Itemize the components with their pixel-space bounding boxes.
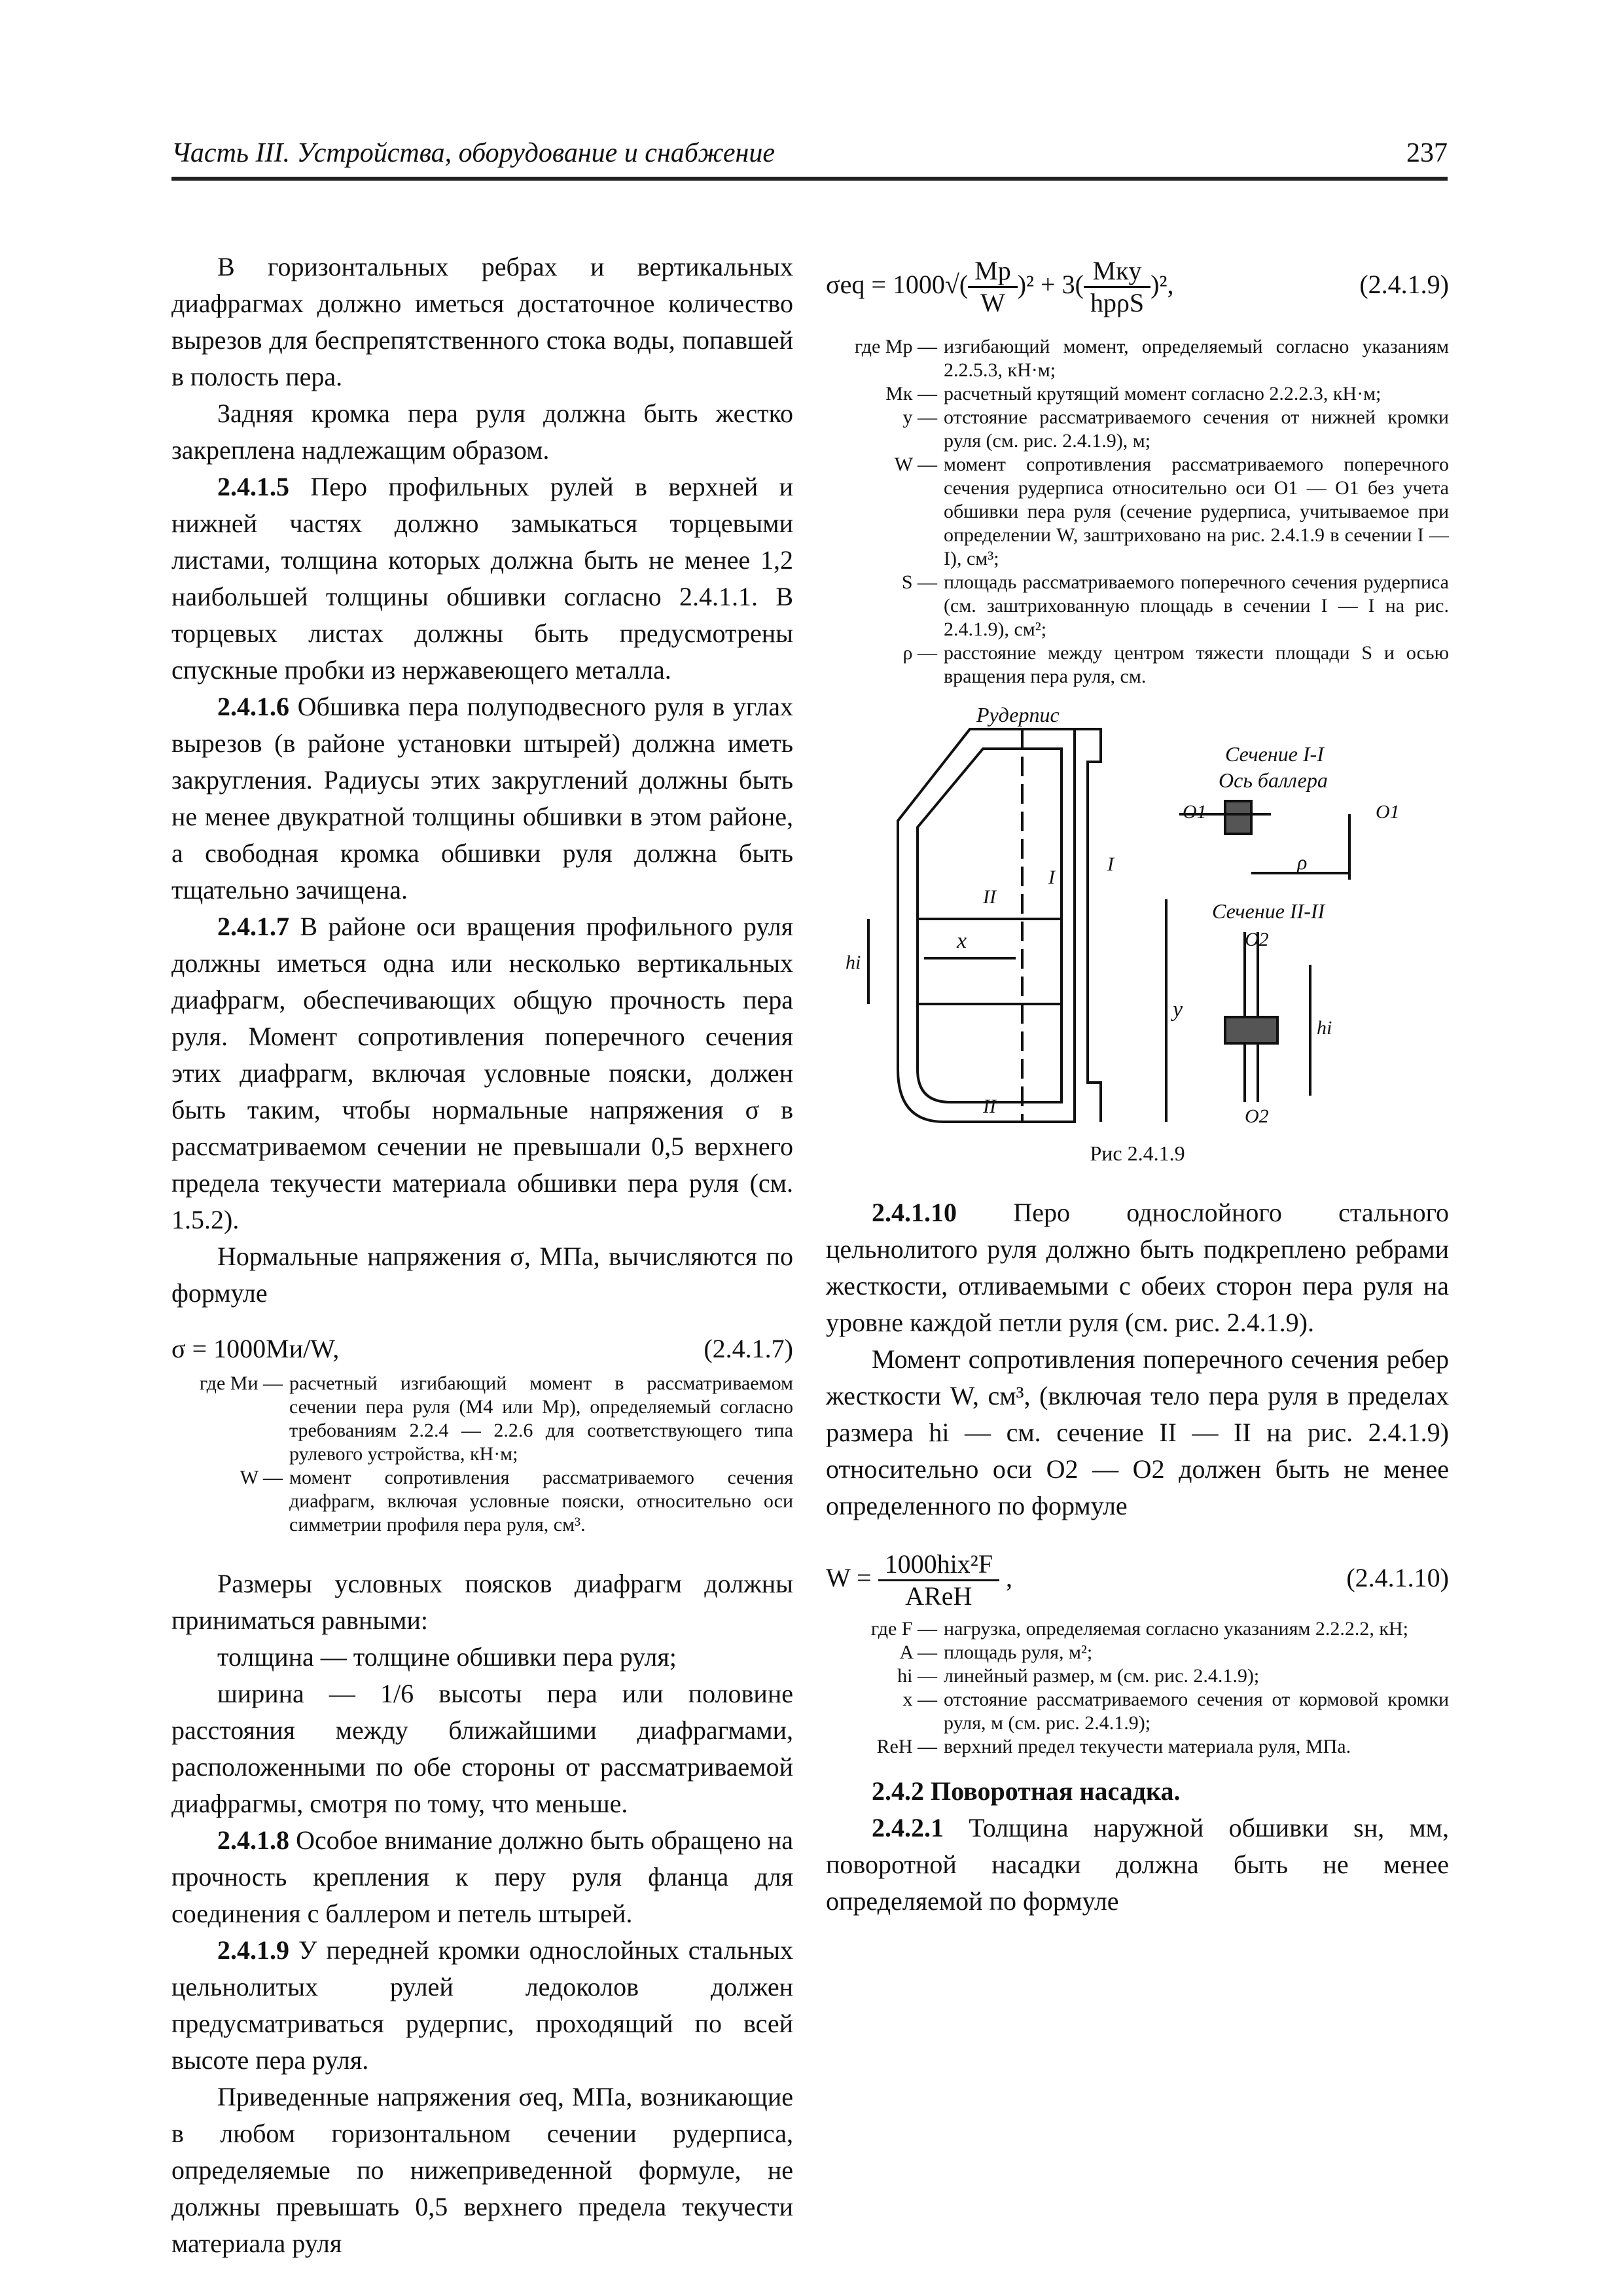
formula-2-4-1-9: σeq = 1000√( $\frac{Mр}{W}$ )² + 3( $\frac{\text{Mкy}}{\text{hрρS}}$ )², (2.4.1.9) [826, 249, 1449, 321]
where-item [826, 406, 1449, 453]
fig-label-section-1: Сечение I-I [1225, 742, 1324, 766]
where-text: момент сопротивления рассматриваемого сечения диафрагм, включая условные пояски, относительно оси симметрии профиля пера руля, см³. [289, 1467, 793, 1535]
paragraph: Нормальные напряжения σ, МПа, вычисляются по формуле [171, 1242, 793, 1308]
paragraph: В горизонтальных ребрах и вертикальных диафрагмах должно иметься достаточное количество вырезов для беспрепятственного стока воды, попавшей в полость пера. [171, 252, 793, 391]
where-text: нагрузка, определяемая согласно указаниям 2.2.2.2, кН; [944, 1618, 1408, 1640]
formula-2-4-1-7: σ = 1000Mи/W, (2.4.1.7) [171, 1326, 793, 1372]
where-symbol: S — [901, 571, 937, 593]
where-symbol: x — [902, 1689, 937, 1710]
where-symbol: где Mр — [854, 336, 937, 357]
fig-label-roman: I [1048, 867, 1055, 888]
fig-label-roman: II [983, 1096, 996, 1117]
where-symbol: где Mи — [199, 1372, 283, 1394]
where-list [171, 1372, 793, 1537]
fig-label-o2-bottom: O2 [1245, 1105, 1269, 1127]
formula-number: (2.4.1.7) [704, 1334, 793, 1363]
paragraph: Задняя кромка пера руля должна быть жестко закреплена надлежащим образом. [171, 399, 793, 465]
where-text: линейный размер, м (см. рис. 2.4.1.9); [944, 1665, 1260, 1687]
page-header [171, 131, 1448, 181]
where-item [171, 1466, 793, 1537]
paragraph: 2.4.1.5 Перо профильных рулей в верхней и нижней частях должно замыкаться торцевыми листами, толщина которых должна быть не менее 1,2 наибольшей толщины обшивки согласно 2.4.1.1. В торцевых листах должны быть предусмотрены спускные пробки из нержавеющего металла. [171, 472, 793, 685]
where-item [826, 1664, 1449, 1688]
where-text: отстояние рассматриваемого сечения от кормовой кромки руля, м (см. рис. 2.4.1.9); [944, 1689, 1449, 1734]
where-text: отстояние рассматриваемого сечения от нижней кромки руля (см. рис. 2.4.1.9), м; [944, 406, 1449, 452]
where-list [826, 335, 1449, 689]
fig-label-roman: II [983, 886, 996, 908]
where-item [826, 382, 1449, 406]
where-text: площадь руля, м²; [944, 1641, 1093, 1663]
paragraph: Приведенные напряжения σeq, МПа, возникающие в любом горизонтальном сечении рудерписа, определяемые по нижеприведенной формуле, не должны превышать 0,5 верхнего предела текучести материала руля [171, 2082, 793, 2258]
formula-number: (2.4.1.9) [1359, 270, 1449, 299]
paragraph: 2.4.2.1 Толщина наружной обшивки sн, мм, поворотной насадки должна быть не менее определяемой по формуле [826, 1813, 1449, 1916]
figure-caption: Рис 2.4.1.9 [1090, 1141, 1185, 1165]
clause-number: 2.4.2.1 [872, 1813, 944, 1842]
fig-label-axis: Ось баллера [1219, 768, 1328, 792]
where-item [826, 1641, 1449, 1664]
where-text: момент сопротивления рассматриваемого поперечного сечения рудерписа относительно оси O1 — O1 без учета обшивки пера руля (сечение рудерписа, учитываемое при определении W, заштриховано на рис. 2.4.1.9 в сечении I — I), см³; [944, 454, 1449, 569]
where-text: расчетный изгибающий момент в рассматриваемом сечении пера руля (M4 или Mр), определяемый согласно требованиям 2.2.4 — 2.2.6 для соответствующего типа рулевого устройства, кН·м; [289, 1372, 793, 1465]
where-symbol: ReH — [876, 1736, 937, 1757]
where-item [826, 453, 1449, 571]
rudder-diagram [826, 703, 1449, 1135]
where-list [826, 1617, 1449, 1759]
fig-label-section-2: Сечение II-II [1212, 899, 1325, 923]
where-symbol: hi — [897, 1665, 937, 1687]
fig-label-o1-left: O1 [1183, 801, 1207, 823]
formula-2-4-1-10: W = $\frac{\text{1000hix²F}}{\text{AReH}}$ , (2.4.1.10) [826, 1539, 1449, 1617]
where-item [826, 641, 1449, 689]
where-symbol: y — [902, 406, 937, 428]
fig-label-hi: hi [846, 952, 861, 973]
figure-2-4-1-9 [826, 703, 1449, 1135]
where-text: верхний предел текучести материала руля, МПа. [944, 1736, 1351, 1757]
clause-number: 2.4.1.7 [217, 912, 289, 941]
paragraph: 2.4.1.10 Перо однослойного стального цельнолитого руля должно быть подкреплено ребрами жесткости, отливаемыми с обеих сторон пера руля на уровне каждой петли руля (см. рис. 2.4.1.9). [826, 1198, 1449, 1337]
paragraph: Момент сопротивления поперечного сечения ребер жесткости W, см³, (включая тело пера руля в пределах размера hi — см. сечение II — II на рис. 2.4.1.9) относительно оси O2 — O2 должен быть не менее определенного по формуле [826, 1344, 1449, 1520]
page-number: 237 [1406, 138, 1448, 168]
where-item [826, 1617, 1449, 1641]
where-symbol: A — [899, 1641, 937, 1663]
paragraph: Размеры условных поясков диафрагм должны приниматься равными: [171, 1569, 793, 1635]
where-text: изгибающий момент, определяемый согласно указаниям 2.2.5.3, кН·м; [944, 336, 1449, 381]
clause-number: 2.4.1.10 [872, 1198, 957, 1227]
where-symbol: W — [240, 1467, 283, 1488]
fig-label-hi: hi [1317, 1017, 1332, 1039]
paragraph: 2.4.1.9 У передней кромки однослойных стальных цельнолитых рулей ледоколов должен предусматриваться рудерпис, проходящий по всей высоте пера руля. [171, 1935, 793, 2075]
formula-number: (2.4.1.10) [1346, 1563, 1449, 1592]
right-column [826, 249, 1449, 1920]
section-heading: 2.4.2 Поворотная насадка. [872, 1776, 1181, 1806]
where-item [171, 1372, 793, 1466]
paragraph: толщина — толщине обшивки пера руля; [217, 1642, 677, 1672]
fig-label-roman: I [1107, 853, 1114, 875]
clause-number: 2.4.1.6 [217, 692, 289, 721]
fig-label-y: y [1173, 997, 1183, 1022]
where-item [826, 1688, 1449, 1735]
clause-number: 2.4.1.5 [217, 472, 289, 501]
where-item [826, 335, 1449, 382]
paragraph: 2.4.1.8 Особое внимание должно быть обращено на прочность крепления к перу руля фланца для соединения с баллером и петель штырей. [171, 1825, 793, 1928]
clause-number: 2.4.1.9 [217, 1935, 289, 1965]
header-title: Часть III. Устройства, оборудование и снабжение [171, 138, 775, 168]
paragraph: 2.4.1.6 Обшивка пера полуподвесного руля в углах вырезов (в районе установки штырей) должна иметь закругления. Радиусы этих закруглений должны быть не менее двукратной толщины обшивки в этом районе, а свободная кромка обшивки руля должна быть тщательно зачищена. [171, 692, 793, 905]
clause-number: 2.4.1.8 [217, 1825, 289, 1855]
where-symbol: ρ — [902, 642, 937, 664]
where-text: расстояние между центром тяжести площади S и осью вращения пера руля, см. [944, 642, 1449, 687]
where-symbol: W — [894, 454, 937, 475]
fig-label-rho: ρ [1297, 850, 1308, 874]
fig-label-ruderpis: Рудерпис [976, 703, 1060, 726]
fig-label-o1-right: O1 [1376, 801, 1400, 823]
paragraph: 2.4.1.7 В районе оси вращения профильного руля должны иметься одна или несколько вертикальных диафрагм, обеспечивающих общую прочность пера руля. Момент сопротивления поперечного сечения этих диафрагм, включая условные пояски, должен быть таким, чтобы нормальные напряжения σ в рассматриваемом сечении не превышали 0,5 верхнего предела текучести материала обшивки пера руля (см. 1.5.2). [171, 912, 793, 1234]
paragraph: ширина — 1/6 высоты пера или половине расстояния между ближайшими диафрагмами, расположенными по обе стороны от рассматриваемой диафрагмы, смотря по тому, что меньше. [171, 1679, 793, 1818]
where-symbol: Mк — [885, 383, 937, 404]
where-item [826, 571, 1449, 641]
where-symbol: где F — [870, 1618, 937, 1640]
fig-label-o2-top: O2 [1245, 929, 1269, 950]
where-text: расчетный крутящий момент согласно 2.2.2.3, кН·м; [944, 383, 1382, 404]
where-text: площадь рассматриваемого поперечного сечения рудерписа (см. заштрихованную площадь в сечении I — I на рис. 2.4.1.9), см²; [944, 571, 1449, 640]
where-item [826, 1735, 1449, 1759]
left-column [171, 249, 793, 2262]
fig-label-x: x [957, 929, 967, 953]
